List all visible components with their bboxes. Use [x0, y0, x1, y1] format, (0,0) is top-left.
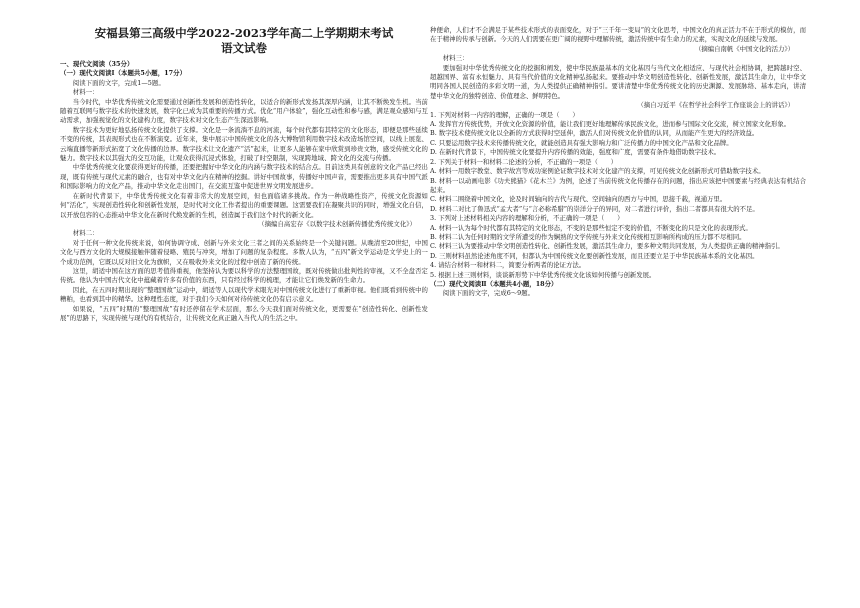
material-paragraph: 对于任何一种文化传统来说，如何协调守成、创新与外来文化三者之间的关系始终是一个关键问题。从晚清至20世纪，中国文化与西方文化的大规模接触伴随着侵略、殖民与冲突，增加了问题的复杂程度。多数人认为，“五四”新文学运动是文学史上的一个成功范例，它既以反对旧文化为旗帜，又在吸收外来文化的过程中创造了新的传统。 — [60, 238, 428, 266]
exam-title: 安福县第三高级中学2022-2023学年高二上学期期末考试 — [94, 26, 394, 40]
material-paragraph: 如果说，“五四”时期的“整理国故”有时还停留在学术层面，那么今天我们面对传统文化，更需要在“创造性转化、创新性发展”的思路下，实现传统与现代的有机结合，让传统文化真正融入当代人的生活之中。 — [60, 304, 428, 322]
right-column — [430, 26, 806, 299]
question-option: D. 材料二对比了鲁迅式“孟大者”与“言必称希腊”的崇洋分子的异同，对二者进行评价，指出二者都具有很大的不足。 — [430, 204, 759, 213]
material-label: 材料二： — [72, 229, 99, 238]
material-paragraph: 在新时代背景下，中华优秀传统文化有着非常大的发展空间，但也面临诸多挑战。作为一种战略性资产，传统文化资源如何“活化”，实现创造性转化和创新性发展，是时代对文化工作者提出的重要课题。这需要我们在凝聚共识的同时，增强文化自信，以开放包容的心态推动中华文化在新时代焕发新的生机，创造属于我们这个时代的新文化。 — [60, 191, 428, 219]
instruction-text: 阅读下面的文字，完成6～9题。 — [442, 289, 535, 298]
material-paragraph: 数字技术为更好地弘扬传统文化提供了支撑。文化是一条流淌不息的河流，每个时代都有其特定的文化形态，即便是那些延续不变的传统，其表现形式也在不断演变。近年来，集中展示中国传统文化的各大博物馆利用数字技术改造场馆空间，以线上展览、云端直播等新形式拓宽了文化传播的边界。数字技术让文化遗产“活”起来，让更多人能够在家中欣赏到珍贵文物，感受传统文化的魅力。数字技术以其强大的交互功能，让观众获得沉浸式体验，打破了时空限制，实现跨地域、跨文化的交流与传播。 — [60, 125, 428, 163]
question-option: C. 只要运用数字技术来传播传统文化，就能创造具有强大影响力和广泛传播力的中国文化产品和文化品牌。 — [430, 138, 733, 147]
question-option: B. 材料一以动画电影《功夫熊猫》《花木兰》为例，论述了当前传统文化传播存在的问题，指出应该把中国要素与经典表达有机结合起来。 — [430, 176, 806, 194]
material-label: 材料一： — [72, 88, 99, 97]
material-source: （摘编自高宏存《以数字技术创新传播优秀传统文化》） — [258, 219, 416, 228]
question-option: D. 在新时代背景下，中国传统文化要提升内容传播的效能，强度和广度，需要有条件地借助数字技术。 — [430, 148, 721, 157]
material-paragraph: 要加强对中华优秀传统文化的挖掘和阐发，使中华民族最基本的文化基因与当代文化相适应、与现代社会相协调，把跨越时空、超越国界、富有永恒魅力、具有当代价值的文化精神弘扬起来。要推动中华文明创造性转化、创新性发展，激活其生命力，让中华文明同各国人民创造的多彩文明一道，为人类提供正确精神指引。要讲清楚中华优秀传统文化的历史渊源、发展脉络、基本走向，讲清楚中华文化的独特创造、价值理念、鲜明特色。 — [430, 63, 806, 100]
material-paragraph: 当今时代，中华优秀传统文化需要通过创新性发展和创造性转化，以适合的新形式发扬其深厚内涵，让其不断焕发生机。当前随着互联网与数字技术的快速发展，数字化已成为其重要的传播方式。优化“用户体验”，强化互动性和参与感，满足观众感知与互动需求，加强视觉化的文化建构力度，数字技术对文化生态产生深远影响。 — [60, 97, 428, 125]
exam-subtitle: 语文试卷 — [221, 41, 267, 55]
question-option: B. 材料二认为任何时期的文学所遭受的作为娴熟的文学传统与外来文化传统相互影响所构成的压力都不尽相同。 — [430, 232, 746, 241]
question: 2. 下列关于材料一和材料二论述的分析，不正确的一项是（ ） — [430, 157, 618, 166]
question-option: A. 发挥官方传统优势，开放文化资源的价值，能让我们更好地理解传承民族文化，进而参与国际文化交流，树立国家文化形象。 — [430, 120, 791, 129]
question-option: A. 材料一认为每个时代都有其特定的文化形态，不变的是那些恒定不变的价值，不断变化的只是文化的表现形式。 — [430, 223, 752, 232]
question: 4. 请结合材料一和材料二，简要分析两者的论证方法。 — [430, 261, 586, 270]
material-source: （摘编自南帆《中国文化的活力》） — [694, 44, 794, 53]
material-paragraph: 中华优秀传统文化要获得更好的传播，还要把握好中华文化的内涵与数字技术的结合点。目前这类具有创意的文化产品已经出现，既有传统与现代元素的融合，也有对中华文化内在精神的挖掘。讲好中国故事，传播好中国声音，需要推出更多具有中国气派和国际影响力的文化产品，推动中华文化走出国门，在交流互鉴中促进世界文明发展进步。 — [60, 163, 428, 191]
subsection-heading: （一）现代文阅读Ⅰ（本题共5小题，17分） — [60, 69, 187, 78]
material-label: 材料三： — [442, 54, 469, 63]
question-option: C. 材料二围绕着中国文化，论及时间轴向的古代与现代、空间轴向的西方与中国，思接千载，视通万里。 — [430, 195, 727, 204]
question-option: D. 三则材料虽然论述角度不同，但都认为中国传统文化要创新性发展，而且还要立足于中华民族基本系的文化基因。 — [430, 251, 759, 260]
material-source: （摘自习近平《在哲学社会科学工作座谈会上的讲话》） — [637, 101, 794, 110]
instruction-text: 阅读下面的文字，完成1—5题。 — [72, 78, 165, 87]
question: 5. 根据上述三则材料，谈谈新形势下中华优秀传统文化该如何传播与创新发展。 — [430, 270, 656, 279]
question-option: C. 材料三认为要推动中华文明创造性转化、创新性发展，激活其生命力，要多种文明共同发展，为人类提供正确的精神指引。 — [430, 242, 784, 251]
left-column — [60, 60, 428, 323]
exam-header — [60, 26, 428, 56]
question: 1. 下列对材料一内容的理解，正确的一项是（ ） — [430, 110, 579, 119]
question-option: A. 材料一用数字教堂、数字故宫等成功案例论证数字技术对文化建产的支撑，可见传统文化创新形式可借助数字技术。 — [430, 167, 765, 176]
material-paragraph: 种便命，人们才不会满足于某些技术形式的表面变化，对于“三千年一变局”的文化思考，中国文化的真正活力不在于形式的模仿，而在于精神的传承与创新。今天的人们需要在更广阔的视野中理解传统，激活传统中有生命力的元素，实现文化的延续与发展。 — [430, 26, 806, 44]
subsection-heading: （二）现代文阅读Ⅱ（本题共4小题，18分） — [430, 279, 558, 288]
section-heading: 一、现代文阅读（35分） — [60, 60, 134, 68]
question-option: B. 数字技术使传统文化以全新的方式获得时空延伸，激活人们对传统文化价值的认同，从而能产生更大的经济效益。 — [430, 129, 759, 138]
material-paragraph: 因此，在五四时期出现的“整理国故”运动中，胡适等人以现代学术眼光对中国传统文化进行了重新审视。他们既看到传统中的糟粕，也看到其中的精华。这种理性态度，对于我们今天如何对待传统文化仍有启示意义。 — [60, 285, 428, 304]
question: 3. 下列对上述材料相关内容的理解和分析，不正确的一项是（ ） — [430, 214, 624, 223]
material-paragraph: 这里，胡适中国在这方面的思考值得重视，他坚持认为要以科学的方法整理国故，既对传统做出批判性的审视，又不全盘否定传统。他认为中国古代文化中蕴藏着许多有价值的东西，只有经过科学的梳理，才能让它们焕发新的生命力。 — [60, 266, 428, 285]
